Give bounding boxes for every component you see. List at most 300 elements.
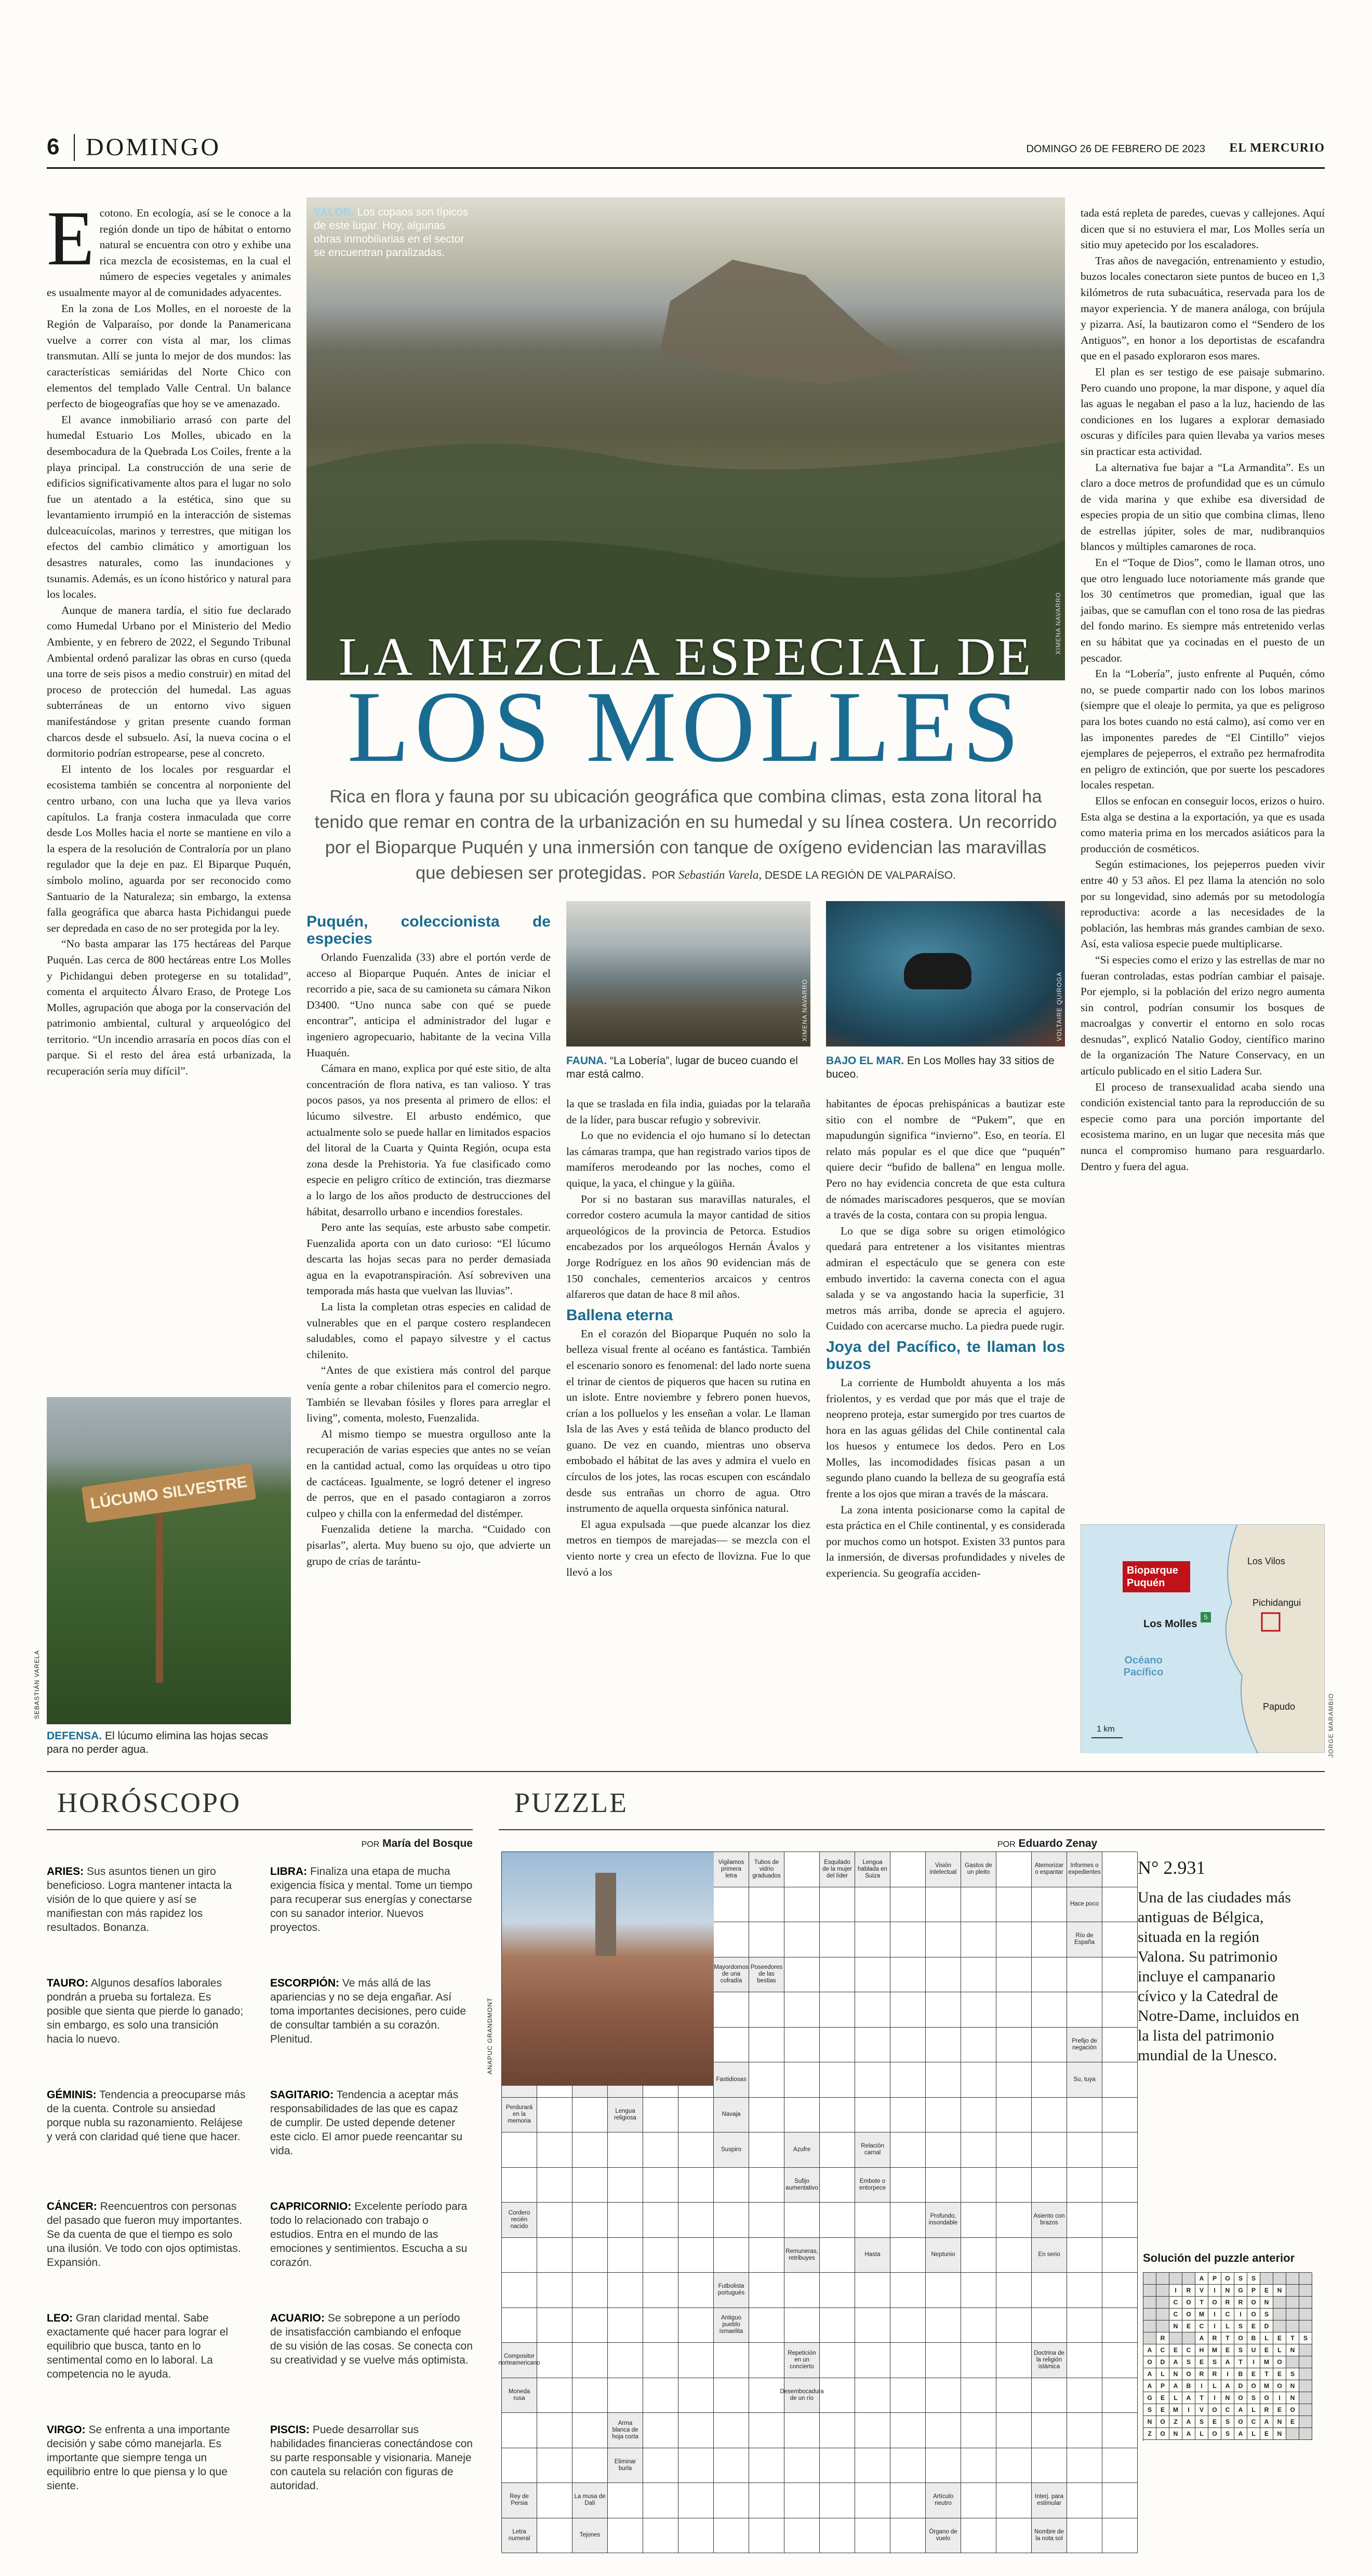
- crossword-cell[interactable]: [678, 2132, 714, 2168]
- crossword-cell[interactable]: [996, 2308, 1032, 2343]
- solution-cell: [1143, 2320, 1156, 2332]
- crossword-cell[interactable]: [890, 2518, 926, 2554]
- solution-cell: P: [1156, 2380, 1169, 2392]
- crossword-cell[interactable]: [961, 1957, 996, 1993]
- crossword-cell[interactable]: [608, 2308, 643, 2343]
- crossword-cell[interactable]: [537, 2132, 572, 2168]
- crossword-cell[interactable]: [1067, 2203, 1102, 2238]
- crossword-cell[interactable]: [820, 2028, 855, 2063]
- crossword-cell[interactable]: [502, 2168, 537, 2203]
- crossword-cell[interactable]: [926, 2062, 961, 2098]
- crossword-cell[interactable]: [537, 2343, 572, 2378]
- crossword-cell[interactable]: [855, 2028, 890, 2063]
- crossword-cell[interactable]: [714, 2168, 749, 2203]
- crossword-cell[interactable]: [890, 1992, 926, 2028]
- crossword-cell[interactable]: [784, 2062, 820, 2098]
- crossword-cell[interactable]: [961, 2203, 996, 2238]
- crossword-cell[interactable]: [996, 2098, 1032, 2133]
- crossword-cell[interactable]: [1032, 1887, 1067, 1923]
- newspaper-name: EL MERCURIO: [1229, 141, 1325, 155]
- crossword-cell[interactable]: [784, 2273, 820, 2308]
- crossword-cell[interactable]: [1032, 2168, 1067, 2203]
- crossword-cell[interactable]: [678, 2343, 714, 2378]
- crossword-cell[interactable]: [1067, 2098, 1102, 2133]
- crossword-cell[interactable]: [890, 2028, 926, 2063]
- crossword-cell[interactable]: [608, 2238, 643, 2273]
- crossword-cell[interactable]: [820, 2308, 855, 2343]
- crossword-cell[interactable]: [961, 2518, 996, 2554]
- crossword-cell[interactable]: [961, 2378, 996, 2413]
- crossword-cell[interactable]: [749, 2028, 784, 2063]
- crossword-cell[interactable]: [890, 1922, 926, 1957]
- crossword-cell[interactable]: [1067, 2308, 1102, 2343]
- crossword-cell[interactable]: [572, 2203, 608, 2238]
- map-label-los-molles: Los Molles: [1143, 1618, 1197, 1630]
- crossword-cell[interactable]: [820, 2132, 855, 2168]
- crossword-cell[interactable]: [996, 1852, 1032, 1887]
- crossword-cell[interactable]: [749, 2132, 784, 2168]
- crossword-cell[interactable]: [890, 1887, 926, 1923]
- crossword-cell[interactable]: [1102, 2343, 1138, 2378]
- crossword-cell[interactable]: [820, 2062, 855, 2098]
- crossword-cell[interactable]: [996, 2203, 1032, 2238]
- crossword-cell[interactable]: [643, 2168, 678, 2203]
- solution-cell: I: [1208, 2285, 1221, 2297]
- crossword-cell[interactable]: [890, 2378, 926, 2413]
- crossword-cell[interactable]: [1032, 2413, 1067, 2448]
- crossword-cell[interactable]: [643, 2308, 678, 2343]
- crossword-cell[interactable]: [1067, 2132, 1102, 2168]
- crossword-clue: Relación carnal: [855, 2132, 890, 2168]
- crossword-cell[interactable]: [961, 2168, 996, 2203]
- crossword-cell[interactable]: [961, 2343, 996, 2378]
- crossword-cell[interactable]: [1102, 1887, 1138, 1923]
- crossword-cell[interactable]: [608, 2273, 643, 2308]
- crossword-cell[interactable]: [855, 2062, 890, 2098]
- crossword-cell[interactable]: [1102, 1922, 1138, 1957]
- crossword-cell[interactable]: [926, 2098, 961, 2133]
- crossword-cell[interactable]: [926, 1992, 961, 2028]
- crossword-cell[interactable]: [749, 2378, 784, 2413]
- crossword-cell[interactable]: [784, 2028, 820, 2063]
- photo-credit: XIMENA NAVARRO: [1055, 592, 1062, 655]
- solution-cell: L: [1273, 2344, 1286, 2356]
- crossword-cell[interactable]: [643, 2343, 678, 2378]
- crossword-cell[interactable]: [1032, 2098, 1067, 2133]
- crossword-cell[interactable]: [749, 2203, 784, 2238]
- crossword-cell[interactable]: [608, 2343, 643, 2378]
- crossword-cell[interactable]: [1102, 2203, 1138, 2238]
- crossword-cell[interactable]: [996, 2062, 1032, 2098]
- crossword-cell[interactable]: [678, 2203, 714, 2238]
- crossword-cell[interactable]: [678, 2168, 714, 2203]
- crossword-cell[interactable]: [961, 2238, 996, 2273]
- crossword-cell[interactable]: [961, 2413, 996, 2448]
- crossword-cell[interactable]: [961, 2098, 996, 2133]
- crossword-cell[interactable]: [890, 2062, 926, 2098]
- crossword-cell[interactable]: [820, 2273, 855, 2308]
- crossword-cell[interactable]: [926, 2413, 961, 2448]
- crossword-cell[interactable]: [537, 2203, 572, 2238]
- solution-cell: E: [1286, 2416, 1299, 2428]
- crossword-cell[interactable]: [1067, 1992, 1102, 2028]
- crossword-cell[interactable]: [996, 2168, 1032, 2203]
- crossword-cell[interactable]: [714, 2343, 749, 2378]
- crossword-cell[interactable]: [784, 2413, 820, 2448]
- crossword-cell[interactable]: [749, 1887, 784, 1923]
- crossword-cell[interactable]: [890, 2483, 926, 2518]
- crossword-cell[interactable]: [537, 2308, 572, 2343]
- crossword-cell[interactable]: [1032, 1957, 1067, 1993]
- crossword-cell[interactable]: [1067, 2413, 1102, 2448]
- crossword-cell[interactable]: [820, 1922, 855, 1957]
- crossword-cell[interactable]: [537, 2168, 572, 2203]
- crossword-cell[interactable]: [749, 2168, 784, 2203]
- crossword-cell[interactable]: [1032, 1992, 1067, 2028]
- solution-cell: [1299, 2380, 1312, 2392]
- crossword-cell[interactable]: [572, 2238, 608, 2273]
- crossword-cell[interactable]: [961, 2062, 996, 2098]
- crossword-cell[interactable]: [537, 2238, 572, 2273]
- crossword-cell[interactable]: [714, 2448, 749, 2484]
- solution-cell: C: [1221, 2404, 1234, 2416]
- crossword-cell[interactable]: [961, 1922, 996, 1957]
- crossword-cell[interactable]: [749, 2483, 784, 2518]
- crossword-cell[interactable]: [1102, 2483, 1138, 2518]
- crossword-cell[interactable]: [714, 2028, 749, 2063]
- crossword-cell[interactable]: [820, 1957, 855, 1993]
- crossword-cell[interactable]: [714, 2518, 749, 2554]
- crossword-cell[interactable]: [820, 2413, 855, 2448]
- crossword-cell[interactable]: [678, 2413, 714, 2448]
- crossword-cell[interactable]: [608, 2132, 643, 2168]
- crossword-cell[interactable]: [1102, 2308, 1138, 2343]
- crossword-cell[interactable]: [608, 2203, 643, 2238]
- crossword-cell[interactable]: [855, 2413, 890, 2448]
- crossword-cell[interactable]: [714, 1922, 749, 1957]
- crossword-cell[interactable]: [1102, 2062, 1138, 2098]
- crossword-cell[interactable]: [784, 2483, 820, 2518]
- crossword-cell[interactable]: [926, 2028, 961, 2063]
- crossword-cell[interactable]: [961, 1992, 996, 2028]
- crossword-cell[interactable]: [890, 2343, 926, 2378]
- crossword-cell[interactable]: [1102, 2238, 1138, 2273]
- crossword-cell[interactable]: [608, 2168, 643, 2203]
- crossword-cell[interactable]: [678, 2518, 714, 2554]
- crossword-cell[interactable]: [961, 2308, 996, 2343]
- sign-tauro: TAURO: Algunos desafíos laborales pondrán a prueba su fortaleza. Es posible que sienta que pierde lo ganado; sin embargo, es solo una transición hacia lo nuevo.: [47, 1977, 244, 2045]
- crossword-cell[interactable]: [820, 2518, 855, 2554]
- crossword-cell[interactable]: [820, 2203, 855, 2238]
- crossword-cell[interactable]: [996, 2483, 1032, 2518]
- solution-cell: A: [1169, 2356, 1182, 2368]
- crossword-cell[interactable]: [714, 1992, 749, 2028]
- crossword-cell[interactable]: [1032, 2308, 1067, 2343]
- crossword-cell[interactable]: [678, 2483, 714, 2518]
- solution-cell: S: [1299, 2332, 1312, 2344]
- crossword-cell[interactable]: [643, 2203, 678, 2238]
- crossword-cell[interactable]: [926, 2132, 961, 2168]
- crossword-cell[interactable]: [714, 2203, 749, 2238]
- crossword-cell[interactable]: [855, 2518, 890, 2554]
- crossword-cell[interactable]: [784, 2203, 820, 2238]
- solution-cell: C: [1195, 2320, 1208, 2332]
- crossword-cell[interactable]: [572, 2132, 608, 2168]
- crossword-cell[interactable]: [643, 2238, 678, 2273]
- crossword-cell[interactable]: [1032, 2132, 1067, 2168]
- crossword-clue: Hasta: [855, 2238, 890, 2273]
- crossword-cell[interactable]: [996, 2238, 1032, 2273]
- solution-cell: [1169, 2332, 1182, 2344]
- crossword-cell[interactable]: [502, 2308, 537, 2343]
- crossword-cell[interactable]: [855, 1922, 890, 1957]
- crossword-cell[interactable]: [996, 1922, 1032, 1957]
- crossword-cell[interactable]: [537, 2273, 572, 2308]
- crossword-cell[interactable]: [996, 2273, 1032, 2308]
- crossword-cell[interactable]: [784, 2448, 820, 2484]
- puzzle-description: Una de las ciudades más antiguas de Bélgica, situada en la región Valona. Su patrimonio incluye el campanario cívico y la Catedral de Notre-Dame, incluidos en la lista del patrimonio mundial de la Unesco.: [1138, 1889, 1299, 2064]
- crossword-cell[interactable]: [643, 2518, 678, 2554]
- crossword-cell[interactable]: [890, 2448, 926, 2484]
- crossword-cell[interactable]: [572, 2413, 608, 2448]
- crossword-cell[interactable]: [537, 2413, 572, 2448]
- crossword-cell[interactable]: [678, 2238, 714, 2273]
- crossword-cell[interactable]: [855, 2343, 890, 2378]
- crossword-cell[interactable]: [855, 2483, 890, 2518]
- crossword-cell[interactable]: [643, 2273, 678, 2308]
- crossword-cell[interactable]: [1067, 2448, 1102, 2484]
- crossword-cell[interactable]: [996, 1992, 1032, 2028]
- crossword-clue: Esquilado de la mujer del líder: [820, 1852, 855, 1887]
- crossword-cell[interactable]: [1102, 1852, 1138, 1887]
- crossword-cell[interactable]: [1032, 2062, 1067, 2098]
- crossword-cell[interactable]: [890, 1957, 926, 1993]
- article-column-5: [1081, 205, 1325, 1519]
- crossword-cell[interactable]: [784, 1922, 820, 1957]
- crossword-cell[interactable]: [678, 2098, 714, 2133]
- crossword-cell[interactable]: [1102, 2378, 1138, 2413]
- crossword-cell[interactable]: [1102, 2168, 1138, 2203]
- crossword-cell[interactable]: [749, 2308, 784, 2343]
- crossword-cell[interactable]: [855, 2273, 890, 2308]
- crossword-cell[interactable]: [820, 2098, 855, 2133]
- crossword-cell[interactable]: [502, 2448, 537, 2484]
- crossword-cell[interactable]: [855, 2308, 890, 2343]
- crossword-cell[interactable]: [820, 2378, 855, 2413]
- crossword-cell[interactable]: [1067, 1957, 1102, 1993]
- paragraph: Al mismo tiempo se muestra orgulloso ante la recuperación de varias especies que antes no se veían en la cantidad actual, como las orquídeas u otro tipo de cactáceas. Igualmente, se logró detener el ingreso de perros, que en el pasado contagiaron a zorros culpeo y chilla con la enfermedad del distémper.: [307, 1427, 551, 1520]
- crossword-cell[interactable]: [961, 2132, 996, 2168]
- crossword-cell[interactable]: [537, 2098, 572, 2133]
- crossword-cell[interactable]: [926, 1922, 961, 1957]
- crossword-cell[interactable]: [890, 2203, 926, 2238]
- crossword-cell[interactable]: [855, 1957, 890, 1993]
- solution-cell: D: [1234, 2380, 1247, 2392]
- crossword-cell[interactable]: [643, 2098, 678, 2133]
- crossword-cell[interactable]: [537, 2378, 572, 2413]
- crossword-cell[interactable]: [961, 2273, 996, 2308]
- crossword-cell[interactable]: [678, 2308, 714, 2343]
- crossword-cell[interactable]: [961, 2483, 996, 2518]
- crossword-cell[interactable]: [820, 2343, 855, 2378]
- paragraph: Fuenzalida detiene la marcha. “Cuidado con pisarlas”, alerta. Muy bueno su ojo, que advierte un grupo de crías de tarántu-: [307, 1523, 551, 1567]
- crossword-cell[interactable]: [890, 2308, 926, 2343]
- crossword-cell[interactable]: [502, 2413, 537, 2448]
- crossword-cell[interactable]: [1102, 1992, 1138, 2028]
- crossword-cell[interactable]: [890, 2238, 926, 2273]
- crossword-cell[interactable]: [678, 2448, 714, 2484]
- paragraph: Según estimaciones, los pejeperros pueden vivir entre 40 y 53 años. El pez llama la atención no solo por su longevidad, sino además por su metodología reproductiva: acorde a las necesidades de la población, las hembras más grandes cambian de sexo. Así, esta valiosa especie puede multiplicarse.: [1081, 858, 1325, 950]
- crossword-cell[interactable]: [714, 2238, 749, 2273]
- crossword-cell[interactable]: [996, 2518, 1032, 2554]
- crossword-cell[interactable]: [643, 2483, 678, 2518]
- crossword-cell[interactable]: [890, 2098, 926, 2133]
- crossword-cell[interactable]: [1102, 2273, 1138, 2308]
- crossword-cell[interactable]: [572, 2168, 608, 2203]
- crossword-cell[interactable]: [784, 1992, 820, 2028]
- crossword-cell[interactable]: [1032, 2448, 1067, 2484]
- crossword-cell[interactable]: [643, 2132, 678, 2168]
- crossword-cell[interactable]: [714, 2483, 749, 2518]
- crossword-cell[interactable]: [572, 2378, 608, 2413]
- crossword-grid[interactable]: [486, 1852, 1137, 2553]
- solution-cell: [1260, 2273, 1273, 2285]
- crossword-cell[interactable]: [608, 2378, 643, 2413]
- crossword-cell[interactable]: [749, 1992, 784, 2028]
- crossword-cell[interactable]: [749, 2238, 784, 2273]
- crossword-cell[interactable]: [996, 2448, 1032, 2484]
- crossword-cell[interactable]: [537, 2483, 572, 2518]
- crossword-cell[interactable]: [572, 2343, 608, 2378]
- crossword-cell[interactable]: [749, 2062, 784, 2098]
- crossword-cell[interactable]: [890, 2413, 926, 2448]
- crossword-cell[interactable]: [537, 2518, 572, 2554]
- crossword-cell[interactable]: [537, 2448, 572, 2484]
- crossword-cell[interactable]: [749, 2273, 784, 2308]
- crossword-cell[interactable]: [502, 2238, 537, 2273]
- crossword-cell[interactable]: [1067, 2518, 1102, 2554]
- crossword-cell[interactable]: [749, 2448, 784, 2484]
- paragraph: El intento de los locales por resguardar el ecosistema también se concentra al norponiente del centro urbano, con una lucha que ya lleva varios capítulos. La franja costera inmaculada que corre desde Los Molles hacia el norte se mantiene en vilo a la espera de la resolución de Contraloría por un plano regulador que la deje en paz. El Biparque Puquén, símbolo molino, aguarda por ser reconocido como Santuario de la Naturaleza; sin embargo, la extensa falla geográfica que abarca hasta Pichidangui puede ser depredada en caso de no ser protegida por la ley.: [47, 762, 291, 934]
- crossword-cell[interactable]: [890, 1852, 926, 1887]
- crossword-cell[interactable]: [926, 2168, 961, 2203]
- crossword-cell[interactable]: [820, 2168, 855, 2203]
- crossword-cell[interactable]: [784, 1852, 820, 1887]
- crossword-cell[interactable]: [1102, 2028, 1138, 2063]
- crossword-cell[interactable]: [572, 2273, 608, 2308]
- crossword-cell[interactable]: [926, 1887, 961, 1923]
- crossword-cell[interactable]: [1102, 2098, 1138, 2133]
- crossword-cell[interactable]: [926, 2273, 961, 2308]
- crossword-cell[interactable]: [1067, 2168, 1102, 2203]
- crossword-cell[interactable]: [855, 2098, 890, 2133]
- crossword-cell[interactable]: [961, 2448, 996, 2484]
- crossword-cell[interactable]: [643, 2413, 678, 2448]
- crossword-cell[interactable]: [714, 2378, 749, 2413]
- crossword-cell[interactable]: [996, 2413, 1032, 2448]
- crossword-cell[interactable]: [961, 2028, 996, 2063]
- crossword-cell[interactable]: [502, 2132, 537, 2168]
- solution-cell: E: [1208, 2416, 1221, 2428]
- crossword-cell[interactable]: [1067, 2238, 1102, 2273]
- crossword-cell[interactable]: [749, 2413, 784, 2448]
- crossword-cell[interactable]: [1102, 2413, 1138, 2448]
- crossword-cell[interactable]: [1032, 2273, 1067, 2308]
- crossword-cell[interactable]: [926, 1957, 961, 1993]
- crossword-cell[interactable]: [996, 2378, 1032, 2413]
- crossword-cell[interactable]: [749, 2098, 784, 2133]
- crossword-cell[interactable]: [996, 2343, 1032, 2378]
- crossword-cell[interactable]: [784, 1957, 820, 1993]
- solution-cell: [1299, 2368, 1312, 2380]
- crossword-cell[interactable]: [784, 2518, 820, 2554]
- crossword-cell[interactable]: [1102, 2518, 1138, 2554]
- crossword-cell[interactable]: [714, 2413, 749, 2448]
- crossword-cell[interactable]: [855, 2203, 890, 2238]
- crossword-cell[interactable]: [1067, 2483, 1102, 2518]
- crossword-cell[interactable]: [784, 2308, 820, 2343]
- crossword-cell[interactable]: [749, 2343, 784, 2378]
- crossword-cell[interactable]: [643, 2448, 678, 2484]
- crossword-cell[interactable]: [678, 2273, 714, 2308]
- crossword-cell[interactable]: [608, 2518, 643, 2554]
- crossword-cell[interactable]: [926, 2308, 961, 2343]
- crossword-cell[interactable]: [996, 1887, 1032, 1923]
- crossword-cell[interactable]: [1032, 2378, 1067, 2413]
- crossword-cell[interactable]: [855, 1887, 890, 1923]
- crossword-cell[interactable]: [1102, 2448, 1138, 2484]
- crossword-cell[interactable]: [749, 2518, 784, 2554]
- crossword-cell[interactable]: [890, 2132, 926, 2168]
- crossword-cell[interactable]: [1032, 1922, 1067, 1957]
- crossword-cell[interactable]: [890, 2273, 926, 2308]
- crossword-cell[interactable]: [820, 1992, 855, 2028]
- crossword-cell[interactable]: [996, 2132, 1032, 2168]
- crossword-cell[interactable]: [926, 2343, 961, 2378]
- crossword-cell[interactable]: [1102, 2132, 1138, 2168]
- crossword-cell[interactable]: [1102, 1957, 1138, 1993]
- crossword-cell[interactable]: [996, 2028, 1032, 2063]
- crossword-cell[interactable]: [784, 2098, 820, 2133]
- crossword-cell[interactable]: [820, 1887, 855, 1923]
- crossword-cell[interactable]: [608, 2483, 643, 2518]
- crossword-cell[interactable]: [1067, 2273, 1102, 2308]
- crossword-cell[interactable]: [1067, 2343, 1102, 2378]
- crossword-cell[interactable]: [572, 2308, 608, 2343]
- crossword-cell[interactable]: [643, 2378, 678, 2413]
- crossword-cell[interactable]: [855, 2448, 890, 2484]
- crossword-cell[interactable]: [996, 1957, 1032, 1993]
- crossword-cell[interactable]: [820, 2448, 855, 2484]
- crossword-cell[interactable]: [855, 1992, 890, 2028]
- crossword-cell[interactable]: [502, 2273, 537, 2308]
- crossword-cell[interactable]: [855, 2378, 890, 2413]
- crossword-cell[interactable]: [926, 2378, 961, 2413]
- crossword-cell[interactable]: [926, 2448, 961, 2484]
- crossword-cell[interactable]: [749, 1922, 784, 1957]
- crossword-cell[interactable]: [890, 2168, 926, 2203]
- crossword-cell[interactable]: [784, 1887, 820, 1923]
- crossword-cell[interactable]: [572, 2448, 608, 2484]
- crossword-cell[interactable]: [820, 2238, 855, 2273]
- crossword-cell[interactable]: [820, 2483, 855, 2518]
- crossword-cell[interactable]: [714, 1887, 749, 1923]
- crossword-cell[interactable]: [678, 2378, 714, 2413]
- crossword-cell[interactable]: [961, 1887, 996, 1923]
- crossword-cell[interactable]: [1032, 2028, 1067, 2063]
- crossword-cell[interactable]: [1067, 2378, 1102, 2413]
- crossword-cell[interactable]: [572, 2098, 608, 2133]
